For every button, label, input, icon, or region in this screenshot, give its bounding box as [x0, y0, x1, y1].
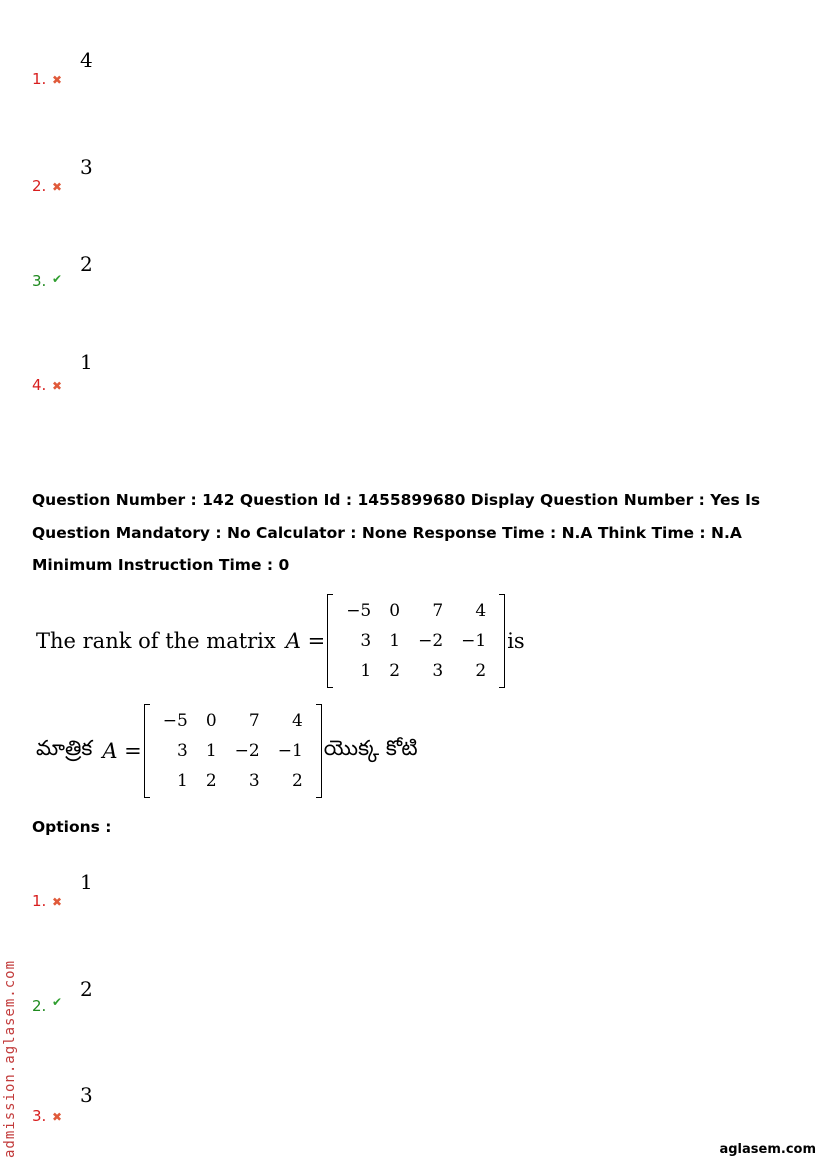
- matrix-cell: 2: [475, 661, 487, 681]
- matrix-row: [154, 706, 312, 736]
- option-number: 2.: [32, 997, 47, 1015]
- prev-option-3: [32, 252, 232, 312]
- option-1: [32, 870, 232, 930]
- matrix-cell: 2: [205, 771, 217, 791]
- option-value: 1: [80, 870, 93, 894]
- watermark: admission.aglasem.com: [2, 959, 18, 1158]
- matrix-cell: 3: [177, 741, 188, 761]
- matrix-cell: 4: [475, 601, 487, 621]
- check-icon: ✔: [52, 995, 63, 1009]
- matrix-cell: 3: [248, 771, 260, 791]
- matrix-cell: −2: [418, 631, 444, 651]
- option-number: 3.: [32, 1107, 47, 1125]
- prev-option-4: [32, 350, 232, 410]
- matrix-cell: 2: [389, 661, 401, 681]
- matrix-cell: −5: [346, 601, 372, 621]
- matrix-cell: −1: [461, 631, 487, 651]
- question-telugu: [36, 704, 418, 798]
- cross-icon: ✖: [52, 379, 63, 393]
- matrix-row: [337, 656, 495, 686]
- question-meta: Question Number : 142 Question Id : 1455899680 Display Question Number : Yes Is Question Mandatory : No Calculator : None Response Time : N.A Think Time : N.A Minimum Instruction Time : 0: [32, 491, 761, 574]
- option-value: 3: [80, 1083, 93, 1107]
- matrix-cell: −2: [234, 741, 260, 761]
- matrix: [327, 594, 505, 688]
- matrix-cell: 7: [432, 601, 444, 621]
- matrix-cell: −5: [162, 711, 188, 731]
- matrix-cell: 1: [389, 631, 401, 651]
- matrix-row: [337, 596, 495, 626]
- option-number: 2.: [32, 177, 47, 195]
- option-2: [32, 977, 232, 1037]
- option-value: 2: [80, 977, 93, 1001]
- matrix: [144, 704, 322, 798]
- matrix-variable: A =: [285, 629, 326, 653]
- matrix-cell: 1: [360, 661, 372, 681]
- cross-icon: ✖: [52, 895, 63, 909]
- matrix-cell: 3: [360, 631, 372, 651]
- option-3: [32, 1083, 232, 1143]
- matrix-cell: 0: [205, 711, 217, 731]
- matrix-cell: 0: [389, 601, 401, 621]
- cross-icon: ✖: [52, 73, 63, 87]
- matrix-row: [337, 626, 495, 656]
- question-suffix: is: [507, 629, 525, 653]
- option-value: 1: [80, 350, 93, 374]
- cross-icon: ✖: [52, 1110, 63, 1124]
- question-text: The rank of the matrix: [36, 629, 276, 653]
- option-value: 3: [80, 155, 93, 179]
- question-text-telugu: మాత్రిక: [36, 736, 93, 760]
- option-value: 2: [80, 252, 93, 276]
- option-number: 3.: [32, 272, 47, 290]
- option-number: 4.: [32, 376, 47, 394]
- matrix-variable: A =: [102, 739, 142, 763]
- option-value: 4: [80, 48, 93, 72]
- footer-brand: aglasem.com: [719, 1142, 816, 1157]
- matrix-cell: 4: [291, 711, 303, 731]
- matrix-cell: −1: [277, 741, 303, 761]
- question-suffix-telugu: యొక్క కోటి: [323, 736, 418, 760]
- options-label: Options :: [32, 818, 112, 836]
- matrix-row: [154, 766, 312, 796]
- matrix-cell: 2: [291, 771, 303, 791]
- matrix-cell: 1: [205, 741, 217, 761]
- prev-option-2: [32, 155, 232, 215]
- question-english: [36, 594, 525, 688]
- matrix-row: [154, 736, 312, 766]
- prev-option-1: [32, 48, 232, 108]
- matrix-cell: 7: [248, 711, 260, 731]
- option-number: 1.: [32, 892, 47, 910]
- matrix-cell: 3: [432, 661, 444, 681]
- check-icon: ✔: [52, 272, 63, 286]
- cross-icon: ✖: [52, 180, 63, 194]
- matrix-cell: 1: [177, 771, 188, 791]
- option-number: 1.: [32, 70, 47, 88]
